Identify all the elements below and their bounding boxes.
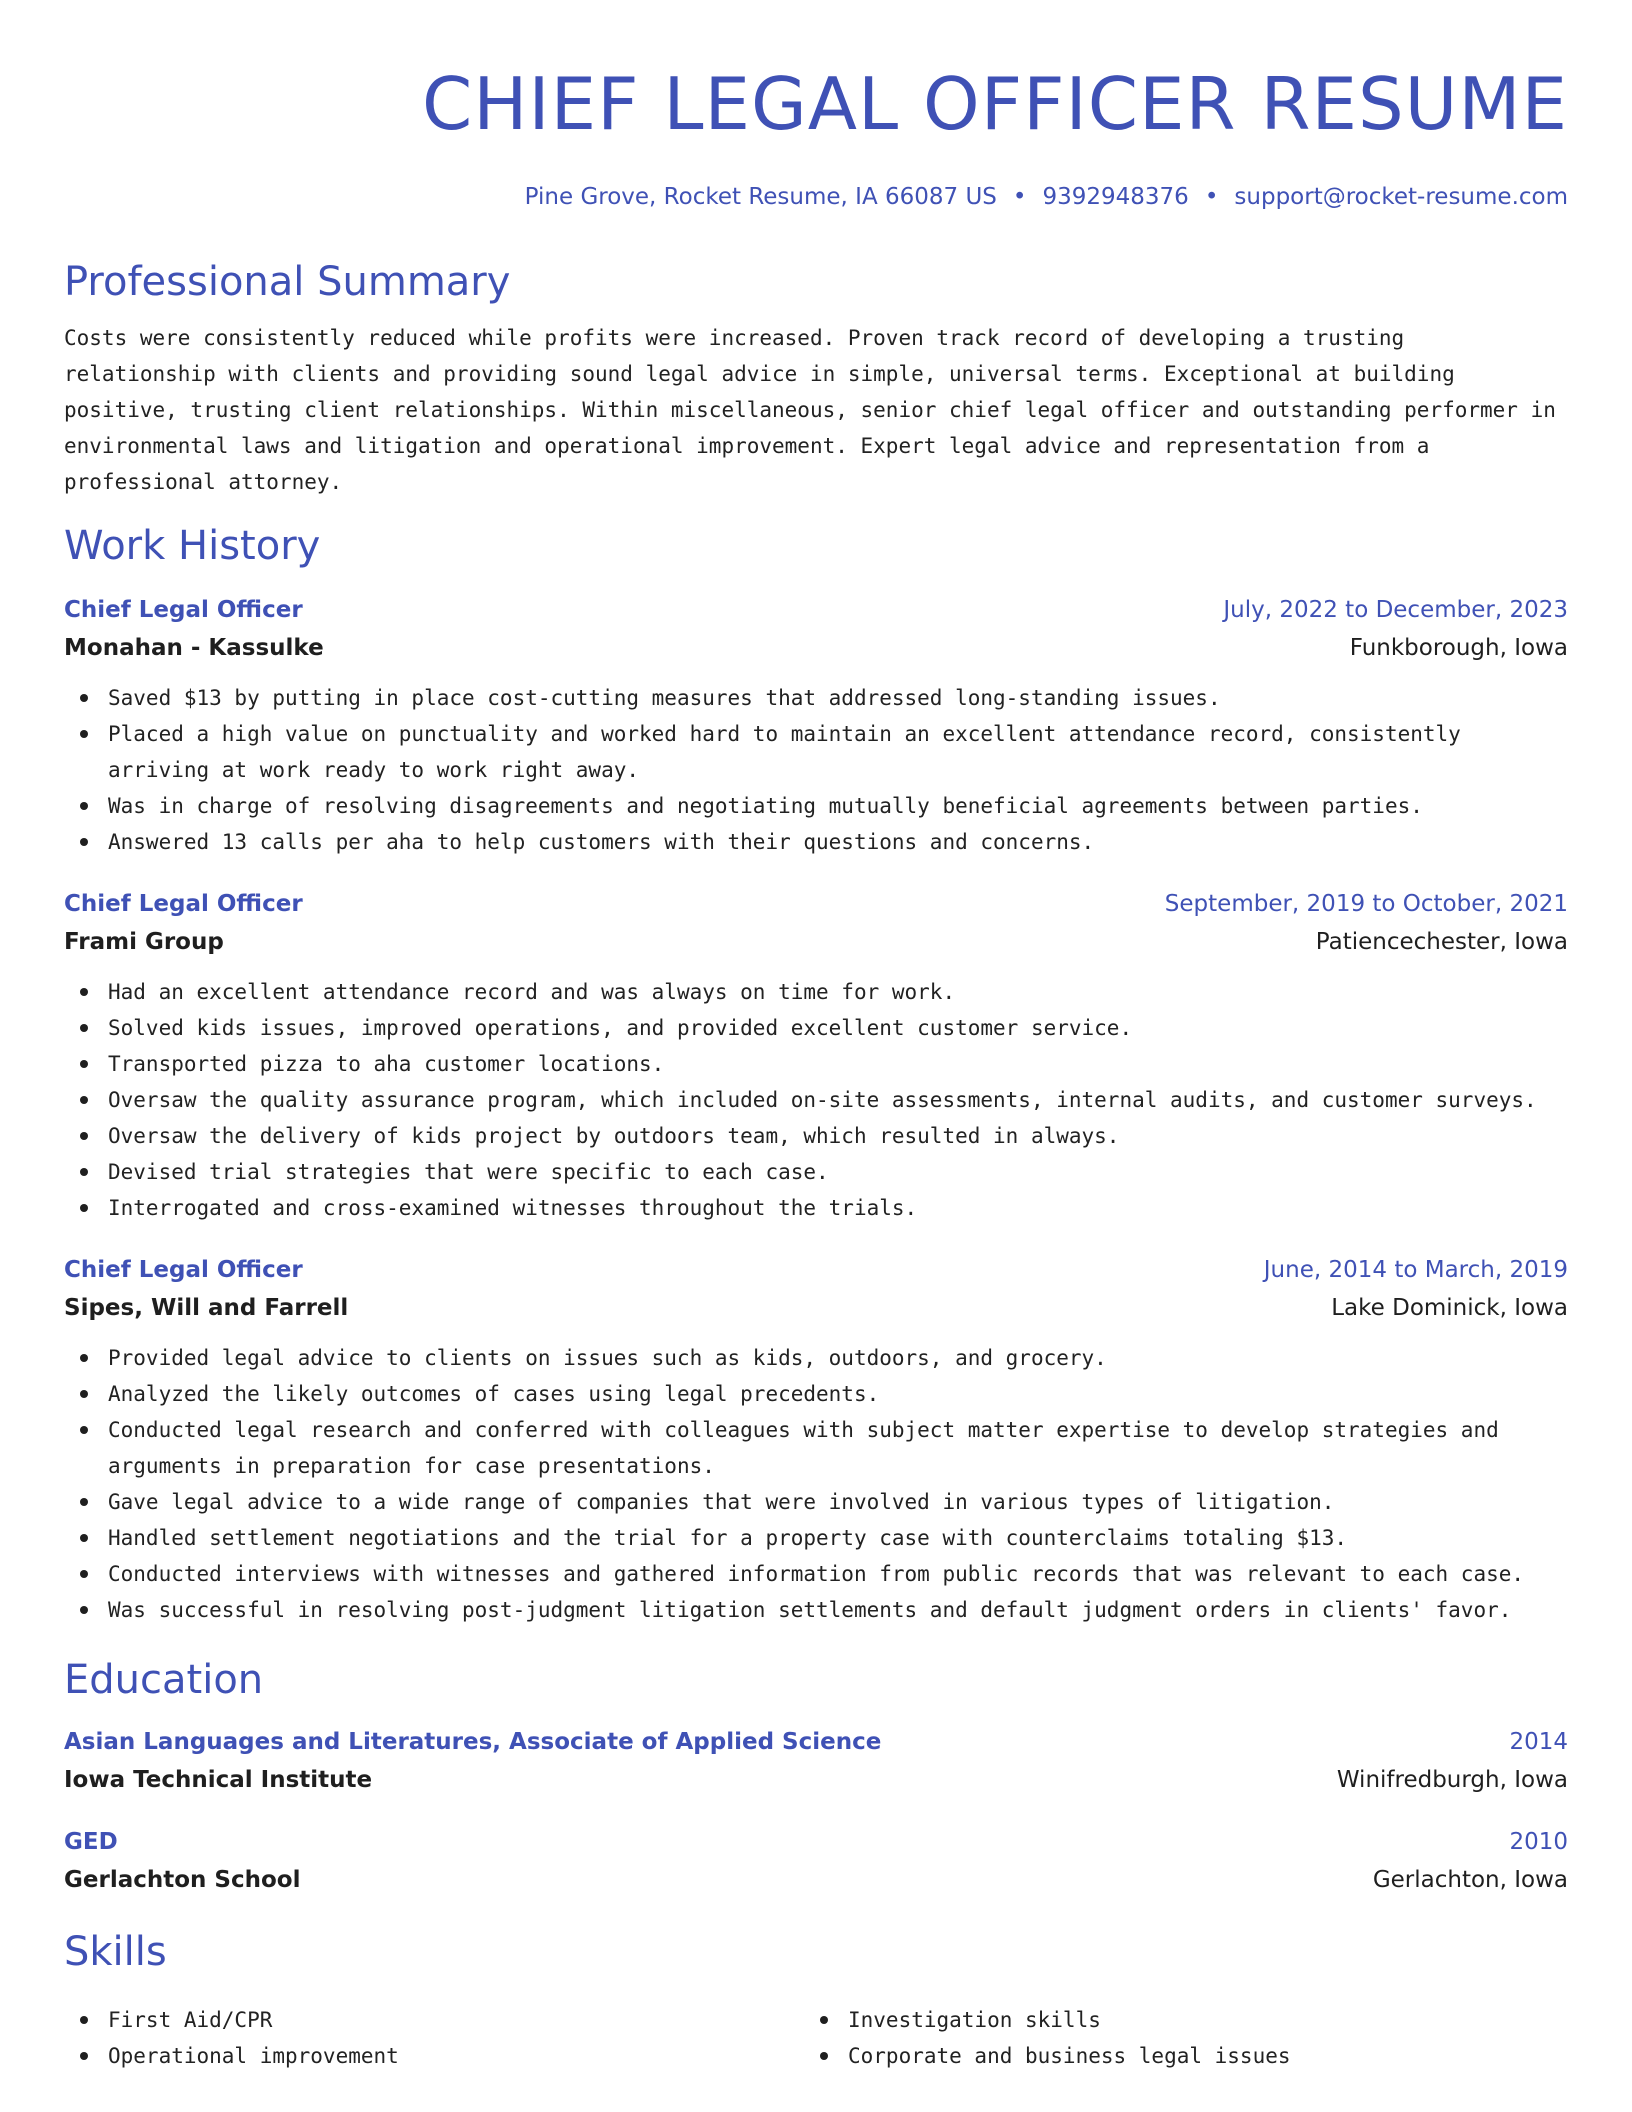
job-bullet: Conducted interviews with witnesses and gathered information from public records that was relevant to each case. [64,1556,1568,1592]
contact-separator: • [1012,184,1027,210]
job-bullet: Oversaw the delivery of kids project by outdoors team, which resulted in always. [64,1118,1568,1154]
job-location: Lake Dominick, Iowa [1331,1295,1568,1321]
job-location: Patiencechester, Iowa [1315,929,1568,955]
contact-separator: • [1204,184,1219,210]
job-company: Frami Group [64,929,224,955]
work-history-heading: Work History [64,523,321,569]
education-location: Gerlachton, Iowa [1372,1867,1568,1893]
contact-address: Pine Grove, Rocket Resume, IA 66087 US [524,184,997,210]
job-bullet: Conducted legal research and conferred with colleagues with subject matter expertise to develop strategies and arguments in preparation for case presentations. [64,1412,1568,1484]
job-bullet: Saved $13 by putting in place cost-cutting measures that addressed long-standing issues. [64,680,1568,716]
job-entry [64,592,1568,860]
summary-heading: Professional Summary [64,259,511,305]
job-bullet: Solved kids issues, improved operations, and provided excellent customer service. [64,1010,1568,1046]
skill-item: Operational improvement [64,2038,804,2074]
job-entry [64,886,1568,1226]
job-dates: September, 2019 to October, 2021 [1164,891,1568,917]
job-entry [64,1252,1568,1628]
job-company: Sipes, Will and Farrell [64,1295,349,1321]
job-bullet: Had an excellent attendance record and was always on time for work. [64,974,1568,1010]
job-bullet: Provided legal advice to clients on issues such as kids, outdoors, and grocery. [64,1340,1568,1376]
job-bullet: Transported pizza to aha customer locations. [64,1046,1568,1082]
skills-column-left [64,2002,804,2074]
summary-text: Costs were consistently reduced while profits were increased. Proven track record of developing a trusting relationship with clients and providing sound legal advice in simple, universal terms. Exceptional at building positive, trusting client relationships. Within miscellaneous, senior chief legal officer and outstanding performer in environmental laws and litigation and operational improvement. Expert legal advice and representation from a professional attorney. [64,326,1556,494]
education-location: Winifredburgh, Iowa [1336,1767,1568,1793]
education-school: Iowa Technical Institute [64,1767,373,1793]
job-bullet: Was in charge of resolving disagreements and negotiating mutually beneficial agreements between parties. [64,788,1568,824]
contact-line [64,180,1568,214]
education-heading: Education [64,1657,264,1703]
education-year: 2014 [1509,1729,1568,1755]
education-entry [64,1724,1568,1800]
contact-email: support@rocket-resume.com [1234,184,1568,210]
job-bullet: Gave legal advice to a wide range of companies that were involved in various types of litigation. [64,1484,1568,1520]
job-bullet: Devised trial strategies that were specific to each case. [64,1154,1568,1190]
skills-heading: Skills [64,1929,167,1975]
job-title: Chief Legal Officer [64,1257,303,1283]
resume-name: CHIEF LEGAL OFFICER RESUME [421,62,1568,146]
education-year: 2010 [1509,1829,1568,1855]
skill-item: Corporate and business legal issues [804,2038,1556,2074]
job-bullets [64,680,1568,860]
skills-list [64,1990,1568,2074]
education-degree: GED [64,1829,118,1855]
job-dates: June, 2014 to March, 2019 [1263,1257,1568,1283]
skills-column-right [804,2002,1556,2074]
job-bullet: Interrogated and cross-examined witnesses throughout the trials. [64,1190,1568,1226]
job-bullet: Oversaw the quality assurance program, which included on-site assessments, internal audits, and customer surveys. [64,1082,1568,1118]
job-bullet: Analyzed the likely outcomes of cases using legal precedents. [64,1376,1568,1412]
job-bullet: Answered 13 calls per aha to help customers with their questions and concerns. [64,824,1568,860]
job-location: Funkborough, Iowa [1349,635,1568,661]
education-degree: Asian Languages and Literatures, Associate of Applied Science [64,1729,882,1755]
job-company: Monahan - Kassulke [64,635,324,661]
skill-item: Investigation skills [804,2002,1556,2038]
job-dates: July, 2022 to December, 2023 [1223,597,1568,623]
skill-item: First Aid/CPR [64,2002,804,2038]
job-bullet: Was successful in resolving post-judgment litigation settlements and default judgment orders in clients' favor. [64,1592,1568,1628]
job-bullets [64,1340,1568,1628]
job-title: Chief Legal Officer [64,597,303,623]
job-bullet: Handled settlement negotiations and the trial for a property case with counterclaims totaling $13. [64,1520,1568,1556]
contact-phone: 9392948376 [1042,184,1189,210]
education-school: Gerlachton School [64,1867,301,1893]
job-title: Chief Legal Officer [64,891,303,917]
job-bullet: Placed a high value on punctuality and worked hard to maintain an excellent attendance record, consistently arriving at work ready to work right away. [64,716,1568,788]
job-bullets [64,974,1568,1226]
education-entry [64,1824,1568,1900]
